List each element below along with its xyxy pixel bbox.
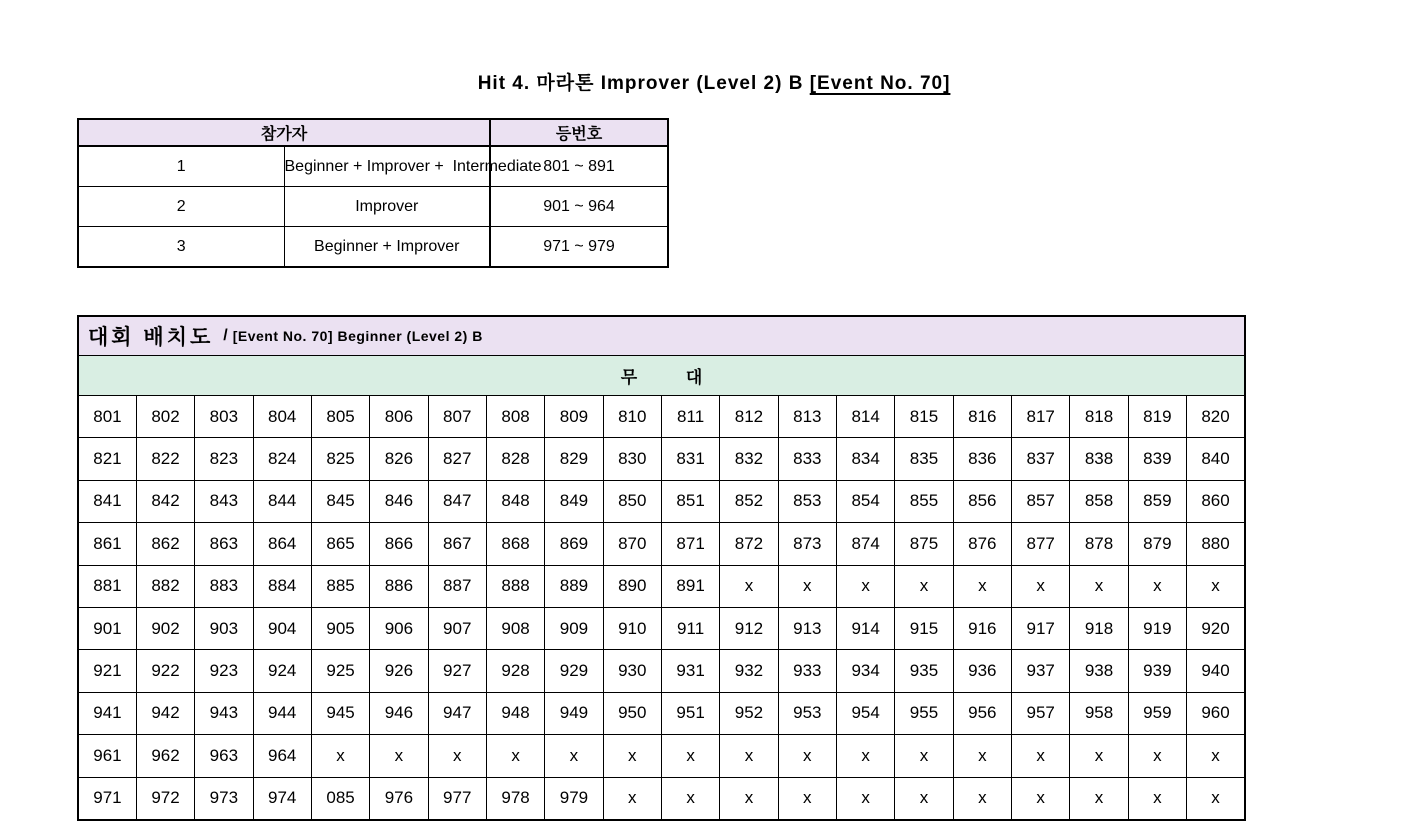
grid-cell: 903 — [195, 607, 253, 649]
grid-row — [78, 735, 1245, 777]
grid-row — [78, 480, 1245, 522]
grid-cell: 911 — [661, 607, 719, 649]
grid-cell: 930 — [603, 650, 661, 692]
layout-table — [77, 315, 1246, 821]
grid-cell: 811 — [661, 396, 719, 438]
grid-cell: 804 — [253, 396, 311, 438]
grid-cell: 961 — [78, 735, 136, 777]
grid-cell: 877 — [1012, 523, 1070, 565]
grid-cell: x — [1187, 777, 1245, 820]
grid-cell: 891 — [661, 565, 719, 607]
grid-cell: x — [953, 777, 1011, 820]
layout-title-separator: / — [223, 327, 228, 344]
grid-cell: 915 — [895, 607, 953, 649]
grid-row — [78, 565, 1245, 607]
grid-cell: 953 — [778, 692, 836, 734]
grid-cell: 935 — [895, 650, 953, 692]
participants-header-cell: 참가자 — [78, 119, 490, 146]
grid-cell: 857 — [1012, 480, 1070, 522]
grid-cell: 956 — [953, 692, 1011, 734]
grid-cell: x — [1128, 777, 1186, 820]
grid-cell: 957 — [1012, 692, 1070, 734]
grid-cell: 972 — [136, 777, 194, 820]
grid-cell: 882 — [136, 565, 194, 607]
grid-cell: 910 — [603, 607, 661, 649]
grid-cell: x — [953, 735, 1011, 777]
grid-cell: 889 — [545, 565, 603, 607]
grid-cell: 839 — [1128, 438, 1186, 480]
grid-cell: 837 — [1012, 438, 1070, 480]
grid-cell: 865 — [311, 523, 369, 565]
grid-cell: 861 — [78, 523, 136, 565]
grid-cell: 825 — [311, 438, 369, 480]
grid-cell: 952 — [720, 692, 778, 734]
grid-cell: 948 — [486, 692, 544, 734]
grid-cell: 867 — [428, 523, 486, 565]
grid-cell: 829 — [545, 438, 603, 480]
grid-cell: x — [1012, 735, 1070, 777]
grid-cell: 085 — [311, 777, 369, 820]
grid-cell: 805 — [311, 396, 369, 438]
grid-cell: 854 — [836, 480, 894, 522]
grid-cell: 916 — [953, 607, 1011, 649]
grid-cell: 962 — [136, 735, 194, 777]
grid-cell: x — [661, 735, 719, 777]
grid-cell: 810 — [603, 396, 661, 438]
grid-cell: x — [836, 777, 894, 820]
table-row — [78, 187, 668, 227]
table-row — [78, 146, 668, 187]
layout-title: 대회 배치도 — [88, 326, 214, 349]
grid-cell: 846 — [370, 480, 428, 522]
bib-range: 901 ~ 964 — [490, 187, 668, 227]
grid-cell: 836 — [953, 438, 1011, 480]
grid-cell: 918 — [1070, 607, 1128, 649]
grid-cell: 925 — [311, 650, 369, 692]
grid-cell: x — [836, 565, 894, 607]
grid-cell: 803 — [195, 396, 253, 438]
grid-cell: x — [836, 735, 894, 777]
grid-cell: x — [1012, 565, 1070, 607]
grid-cell: 964 — [253, 735, 311, 777]
grid-cell: 830 — [603, 438, 661, 480]
grid-cell: 936 — [953, 650, 1011, 692]
grid-cell: x — [778, 777, 836, 820]
grid-cell: 919 — [1128, 607, 1186, 649]
grid-cell: 868 — [486, 523, 544, 565]
participants-table — [77, 118, 669, 268]
grid-cell: 874 — [836, 523, 894, 565]
grid-cell: x — [1012, 777, 1070, 820]
grid-cell: 817 — [1012, 396, 1070, 438]
grid-cell: 870 — [603, 523, 661, 565]
grid-cell: 847 — [428, 480, 486, 522]
page-title — [0, 46, 1403, 117]
group-name: Beginner + Improver + Intermediate — [284, 146, 490, 187]
stage-label: 무 대 — [78, 356, 1245, 396]
grid-cell: 838 — [1070, 438, 1128, 480]
grid-cell: 872 — [720, 523, 778, 565]
table-row — [78, 227, 668, 268]
grid-cell: 873 — [778, 523, 836, 565]
grid-row — [78, 438, 1245, 480]
participants-header-row — [78, 119, 668, 146]
grid-cell: x — [1070, 565, 1128, 607]
grid-cell: 809 — [545, 396, 603, 438]
grid-cell: 976 — [370, 777, 428, 820]
grid-cell: 831 — [661, 438, 719, 480]
grid-cell: x — [545, 735, 603, 777]
grid-row — [78, 650, 1245, 692]
grid-cell: x — [1187, 735, 1245, 777]
grid-cell: 906 — [370, 607, 428, 649]
grid-cell: 840 — [1187, 438, 1245, 480]
grid-cell: x — [1128, 565, 1186, 607]
grid-cell: 974 — [253, 777, 311, 820]
grid-cell: x — [1187, 565, 1245, 607]
grid-cell: 807 — [428, 396, 486, 438]
grid-cell: 820 — [1187, 396, 1245, 438]
grid-cell: 929 — [545, 650, 603, 692]
grid-cell: 801 — [78, 396, 136, 438]
grid-cell: 859 — [1128, 480, 1186, 522]
grid-cell: 959 — [1128, 692, 1186, 734]
grid-cell: 816 — [953, 396, 1011, 438]
grid-cell: 832 — [720, 438, 778, 480]
grid-cell: 951 — [661, 692, 719, 734]
grid-cell: 942 — [136, 692, 194, 734]
grid-cell: 944 — [253, 692, 311, 734]
grid-cell: x — [720, 735, 778, 777]
group-number: 3 — [78, 227, 284, 268]
grid-cell: x — [1128, 735, 1186, 777]
grid-cell: 958 — [1070, 692, 1128, 734]
grid-cell: 828 — [486, 438, 544, 480]
grid-cell: 947 — [428, 692, 486, 734]
grid-cell: 864 — [253, 523, 311, 565]
group-number: 1 — [78, 146, 284, 187]
grid-cell: 941 — [78, 692, 136, 734]
grid-cell: 841 — [78, 480, 136, 522]
grid-cell: 909 — [545, 607, 603, 649]
grid-cell: 876 — [953, 523, 1011, 565]
page-title-text: Hit 4. 마라톤 Improver (Level 2) B — [477, 73, 810, 94]
grid-cell: 954 — [836, 692, 894, 734]
grid-cell: x — [1070, 777, 1128, 820]
grid-cell: 928 — [486, 650, 544, 692]
bib-range: 971 ~ 979 — [490, 227, 668, 268]
grid-cell: 950 — [603, 692, 661, 734]
grid-row — [78, 777, 1245, 820]
grid-cell: x — [778, 565, 836, 607]
grid-cell: 821 — [78, 438, 136, 480]
grid-cell: 933 — [778, 650, 836, 692]
grid-cell: x — [895, 565, 953, 607]
grid-cell: 949 — [545, 692, 603, 734]
grid-cell: 880 — [1187, 523, 1245, 565]
grid-cell: x — [778, 735, 836, 777]
grid-cell: 923 — [195, 650, 253, 692]
grid-cell: x — [895, 777, 953, 820]
grid-cell: 853 — [778, 480, 836, 522]
grid-cell: 963 — [195, 735, 253, 777]
grid-cell: 934 — [836, 650, 894, 692]
grid-cell: 886 — [370, 565, 428, 607]
grid-cell: x — [953, 565, 1011, 607]
grid-cell: 884 — [253, 565, 311, 607]
layout-header-cell — [78, 316, 1245, 356]
grid-cell: x — [720, 777, 778, 820]
grid-cell: 922 — [136, 650, 194, 692]
grid-row — [78, 692, 1245, 734]
grid-cell: 913 — [778, 607, 836, 649]
grid-cell: 852 — [720, 480, 778, 522]
grid-cell: x — [720, 565, 778, 607]
grid-cell: 905 — [311, 607, 369, 649]
grid-cell: x — [370, 735, 428, 777]
grid-cell: 979 — [545, 777, 603, 820]
grid-cell: 883 — [195, 565, 253, 607]
grid-row — [78, 523, 1245, 565]
grid-cell: 945 — [311, 692, 369, 734]
grid-cell: 926 — [370, 650, 428, 692]
grid-cell: x — [603, 777, 661, 820]
grid-cell: 978 — [486, 777, 544, 820]
grid-cell: 920 — [1187, 607, 1245, 649]
grid-cell: 904 — [253, 607, 311, 649]
grid-cell: 858 — [1070, 480, 1128, 522]
bib-range: 801 ~ 891 — [490, 146, 668, 187]
grid-cell: 960 — [1187, 692, 1245, 734]
grid-cell: 835 — [895, 438, 953, 480]
grid-cell: 818 — [1070, 396, 1128, 438]
grid-row — [78, 396, 1245, 438]
grid-cell: 869 — [545, 523, 603, 565]
grid-cell: 940 — [1187, 650, 1245, 692]
grid-cell: 943 — [195, 692, 253, 734]
grid-cell: x — [486, 735, 544, 777]
grid-cell: 938 — [1070, 650, 1128, 692]
grid-cell: 879 — [1128, 523, 1186, 565]
grid-cell: 808 — [486, 396, 544, 438]
grid-cell: x — [428, 735, 486, 777]
grid-cell: 902 — [136, 607, 194, 649]
grid-cell: 932 — [720, 650, 778, 692]
grid-cell: 850 — [603, 480, 661, 522]
grid-cell: 833 — [778, 438, 836, 480]
grid-cell: 842 — [136, 480, 194, 522]
grid-cell: 819 — [1128, 396, 1186, 438]
grid-cell: 881 — [78, 565, 136, 607]
grid-cell: 802 — [136, 396, 194, 438]
page-title-event-no: [Event No. 70] — [809, 73, 951, 94]
grid-cell: 875 — [895, 523, 953, 565]
grid-cell: 845 — [311, 480, 369, 522]
grid-cell: 813 — [778, 396, 836, 438]
grid-cell: 823 — [195, 438, 253, 480]
grid-cell: x — [603, 735, 661, 777]
grid-cell: 822 — [136, 438, 194, 480]
layout-header-row — [78, 316, 1245, 356]
grid-cell: 888 — [486, 565, 544, 607]
grid-cell: 939 — [1128, 650, 1186, 692]
grid-cell: 866 — [370, 523, 428, 565]
grid-cell: 917 — [1012, 607, 1070, 649]
grid-cell: 843 — [195, 480, 253, 522]
grid-cell: 908 — [486, 607, 544, 649]
grid-cell: x — [311, 735, 369, 777]
grid-cell: 946 — [370, 692, 428, 734]
grid-cell: 844 — [253, 480, 311, 522]
grid-cell: 931 — [661, 650, 719, 692]
grid-cell: 827 — [428, 438, 486, 480]
grid-cell: 849 — [545, 480, 603, 522]
grid-cell: 907 — [428, 607, 486, 649]
grid-cell: 824 — [253, 438, 311, 480]
grid-cell: 848 — [486, 480, 544, 522]
grid-cell: 971 — [78, 777, 136, 820]
grid-cell: 862 — [136, 523, 194, 565]
bib-grid — [78, 396, 1245, 820]
grid-cell: 855 — [895, 480, 953, 522]
grid-cell: x — [661, 777, 719, 820]
grid-cell: 856 — [953, 480, 1011, 522]
bib-header-cell: 등번호 — [490, 119, 668, 146]
grid-cell: 973 — [195, 777, 253, 820]
group-number: 2 — [78, 187, 284, 227]
grid-cell: 955 — [895, 692, 953, 734]
group-name: Improver — [284, 187, 490, 227]
grid-cell: 924 — [253, 650, 311, 692]
grid-cell: 812 — [720, 396, 778, 438]
grid-row — [78, 607, 1245, 649]
grid-cell: 912 — [720, 607, 778, 649]
grid-cell: 914 — [836, 607, 894, 649]
grid-cell: 851 — [661, 480, 719, 522]
grid-cell: 937 — [1012, 650, 1070, 692]
grid-cell: 878 — [1070, 523, 1128, 565]
grid-cell: 927 — [428, 650, 486, 692]
grid-cell: 806 — [370, 396, 428, 438]
grid-cell: 901 — [78, 607, 136, 649]
grid-cell: 885 — [311, 565, 369, 607]
group-name: Beginner + Improver — [284, 227, 490, 268]
grid-cell: x — [895, 735, 953, 777]
grid-cell: 921 — [78, 650, 136, 692]
grid-cell: 887 — [428, 565, 486, 607]
grid-cell: 814 — [836, 396, 894, 438]
grid-cell: x — [1070, 735, 1128, 777]
layout-subtitle: [Event No. 70] Beginner (Level 2) B — [232, 328, 483, 344]
grid-cell: 871 — [661, 523, 719, 565]
grid-cell: 860 — [1187, 480, 1245, 522]
grid-cell: 826 — [370, 438, 428, 480]
grid-cell: 815 — [895, 396, 953, 438]
grid-cell: 834 — [836, 438, 894, 480]
grid-cell: 863 — [195, 523, 253, 565]
grid-cell: 890 — [603, 565, 661, 607]
grid-cell: 977 — [428, 777, 486, 820]
stage-row — [78, 356, 1245, 396]
